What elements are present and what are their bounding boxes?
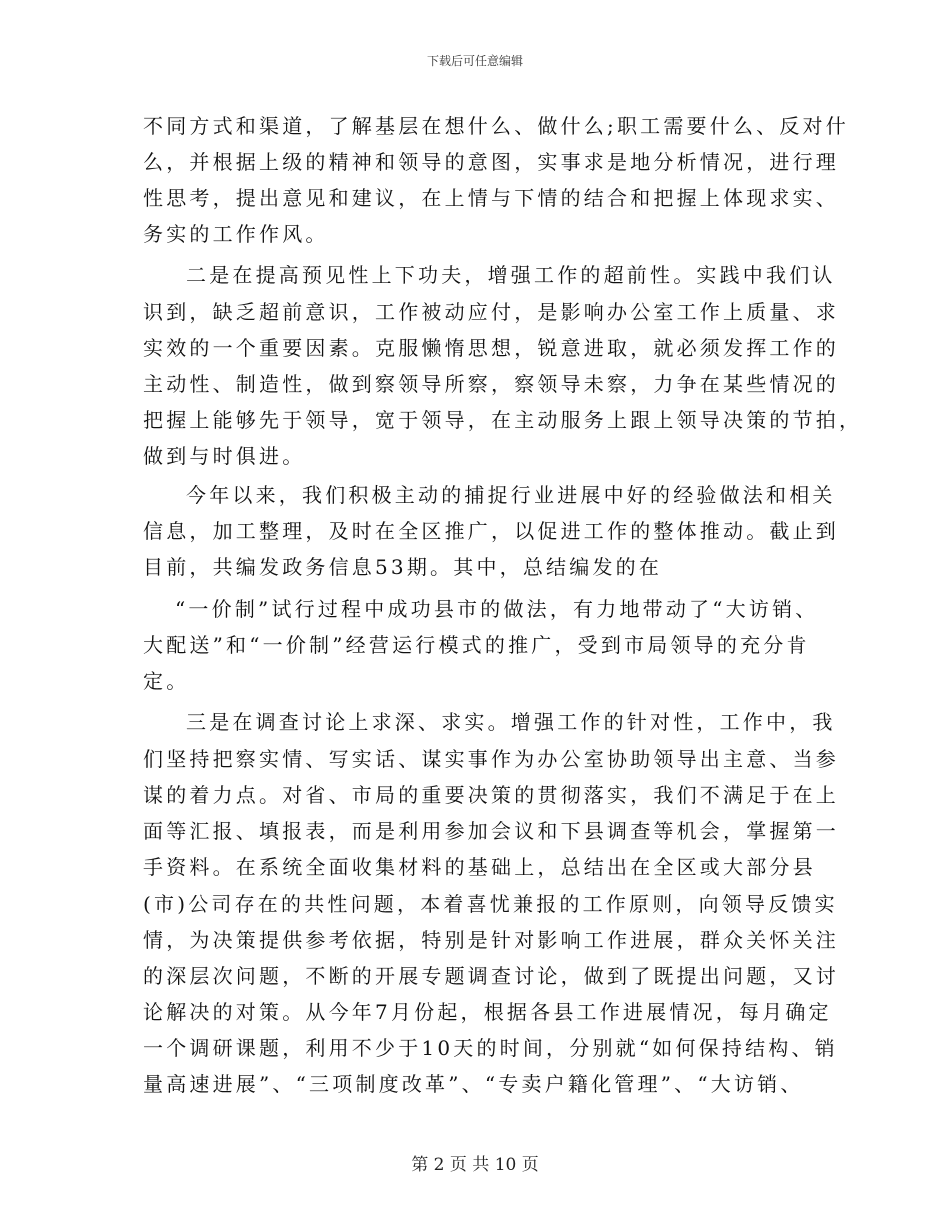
body-line: 量高速进展”、“三项制度改革”、“专卖户籍化管理”、“大访销、 xyxy=(143,1072,804,1096)
body-line: 把握上能够先于领导，宽于领导，在主动服务上跟上领导决策的节拍， xyxy=(143,408,863,432)
body-line: 一个调研课题，利用不少于10天的时间，分别就“如何保持结构、销 xyxy=(143,1036,838,1060)
body-line: 们坚持把察实情、写实话、谋实事作为办公室协助领导出主意、当参 xyxy=(143,747,839,771)
body-line: 做到与时俱进。 xyxy=(143,444,306,468)
body-line: 性思考，提出意见和建议，在上情与下情的结合和把握上体现求实、 xyxy=(143,186,839,210)
body-line: (市)公司存在的共性问题，本着喜忧兼报的工作原则，向领导反馈实 xyxy=(143,892,838,916)
page-header: 下载后可任意编辑 xyxy=(426,54,523,68)
body-line: 么，并根据上级的精神和领导的意图，实事求是地分析情况，进行理 xyxy=(143,150,839,174)
body-line: 识到，缺乏超前意识，工作被动应付，是影响办公室工作上质量、求 xyxy=(143,300,839,324)
body-line: 谋的着力点。对省、市局的重要决策的贯彻落实，我们不满足于在上 xyxy=(143,783,839,807)
body-line: 信息，加工整理，及时在全区推广，以促进工作的整体推动。截止到 xyxy=(143,519,839,543)
body-line: 今年以来，我们积极主动的捕捉行业进展中好的经验做法和相关 xyxy=(186,483,836,507)
page-number-footer: 第 2 页 共 10 页 xyxy=(411,1155,539,1175)
body-line: 情，为决策提供参考依据，特别是针对影响工作进展，群众关怀关注 xyxy=(143,928,839,952)
body-line: 定。 xyxy=(143,669,190,693)
body-line: 手资料。在系统全面收集材料的基础上，总结出在全区或大部分县 xyxy=(143,855,816,879)
body-line: 实效的一个重要因素。克服懒惰思想，锐意进取，就必须发挥工作的 xyxy=(143,336,839,360)
body-line: 二是在提高预见性上下功夫，增强工作的超前性。实践中我们认 xyxy=(186,263,836,287)
body-line: 论解决的对策。从今年7月份起，根据各县工作进展情况，每月确定 xyxy=(143,1000,832,1024)
body-line: 目前，共编发政务信息53期。其中，总结编发的在 xyxy=(143,555,663,579)
body-line: 务实的工作作风。 xyxy=(143,222,329,246)
body-line: 大配送”和“一价制”经营运行模式的推广，受到市局领导的充分肯 xyxy=(143,633,810,657)
body-line: 面等汇报、填报表，而是利用参加会议和下县调查等机会，掌握第一 xyxy=(143,819,839,843)
body-line: “一价制”试行过程中成功县市的做法，有力地带动了“大访销、 xyxy=(175,597,819,621)
body-line: 主动性、制造性，做到察领导所察，察领导未察，力争在某些情况的 xyxy=(143,372,839,396)
body-line: 不同方式和渠道，了解基层在想什么、做什么;职工需要什么、反对什 xyxy=(143,114,849,138)
body-line: 三是在调查讨论上求深、求实。增强工作的针对性，工作中，我 xyxy=(186,710,836,734)
body-line: 的深层次问题，不断的开展专题调查讨论，做到了既提出问题，又讨 xyxy=(143,964,839,988)
